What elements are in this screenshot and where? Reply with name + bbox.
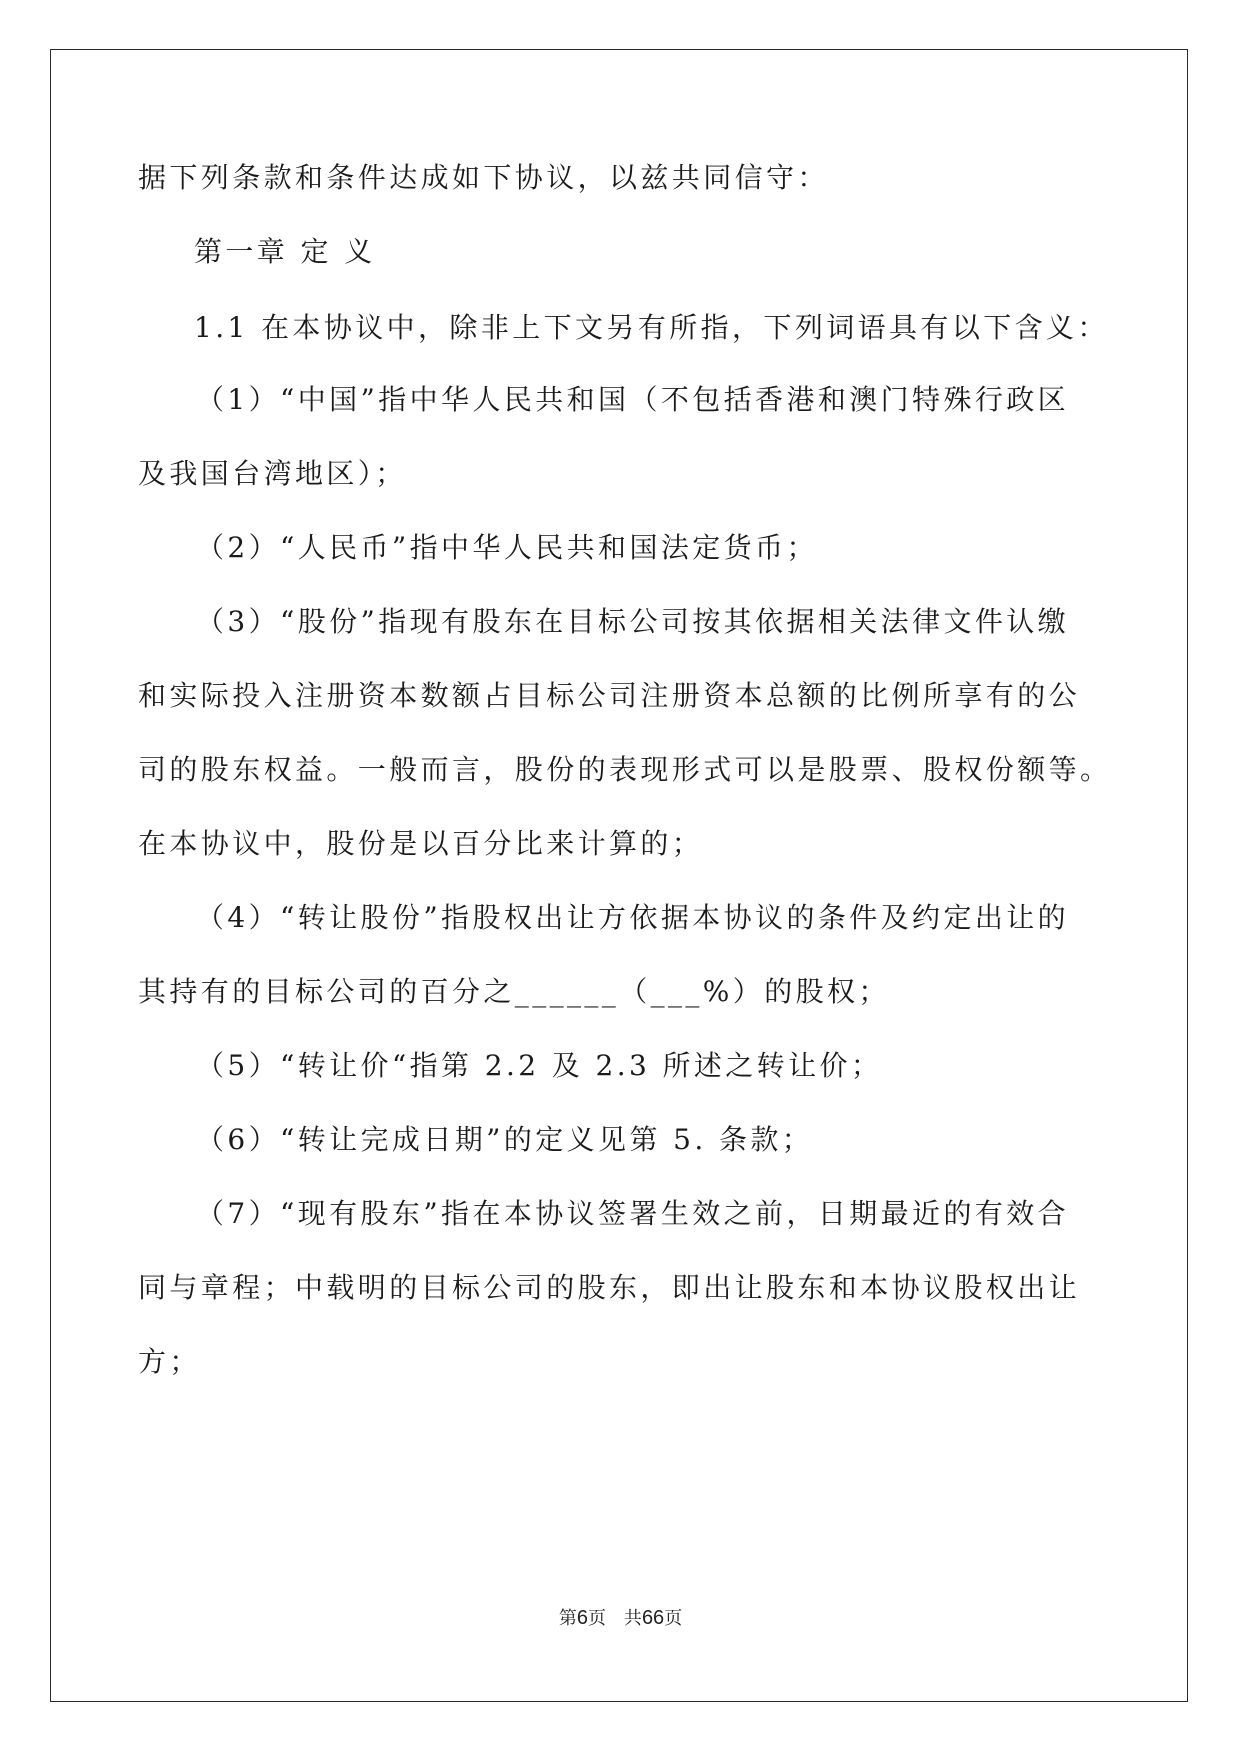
paragraph-line: 及我国台湾地区）；	[138, 457, 407, 490]
footer-page-current: 6	[576, 1607, 588, 1629]
paragraph-line: （6）“转让完成日期”的定义见第 5. 条款；	[196, 1123, 814, 1156]
chapter-heading: 第一章 定 义	[194, 235, 376, 268]
paragraph-line: （2）“人民币”指中华人民共和国法定货币；	[196, 531, 818, 564]
paragraph-line: 1.1 在本协议中，除非上下文另有所指，下列词语具有以下含义：	[194, 311, 1109, 344]
footer-page-suffix: 页	[664, 1608, 683, 1629]
paragraph-line: 据下列条款和条件达成如下协议，以兹共同信守：	[138, 161, 829, 194]
paragraph-line: （3）“股份”指现有股东在目标公司按其依据相关法律文件认缴	[196, 605, 1070, 638]
footer-page-prefix: 第	[558, 1608, 577, 1629]
paragraph-line: （5）“转让价“指第 2.2 及 2.3 所述之转让价；	[196, 1049, 883, 1082]
paragraph-line: （4）“转让股份”指股权出让方依据本协议的条件及约定出让的	[196, 901, 1070, 934]
paragraph-line: 方；	[138, 1345, 201, 1378]
paragraph-line: （7）“现有股东”指在本协议签署生效之前，日期最近的有效合	[196, 1197, 1070, 1230]
paragraph-line: 司的股东权益。一般而言，股份的表现形式可以是股票、股权份额等。	[138, 753, 1112, 786]
page-border	[50, 49, 1188, 1702]
paragraph-line: 同与章程；中载明的目标公司的股东，即出让股东和本协议股权出让	[138, 1271, 1081, 1304]
footer-page-total: 66	[641, 1607, 665, 1629]
paragraph-line: 在本协议中，股份是以百分比来计算的；	[138, 827, 704, 860]
paragraph-line: （1）“中国”指中华人民共和国（不包括香港和澳门特殊行政区	[196, 383, 1070, 416]
footer-page-mid: 页 共	[587, 1608, 642, 1629]
page-footer	[0, 1604, 1241, 1630]
paragraph-line: 和实际投入注册资本数额占目标公司注册资本总额的比例所享有的公	[138, 679, 1081, 712]
paragraph-line: 其持有的目标公司的百分之______（___%）的股权；	[138, 975, 890, 1008]
